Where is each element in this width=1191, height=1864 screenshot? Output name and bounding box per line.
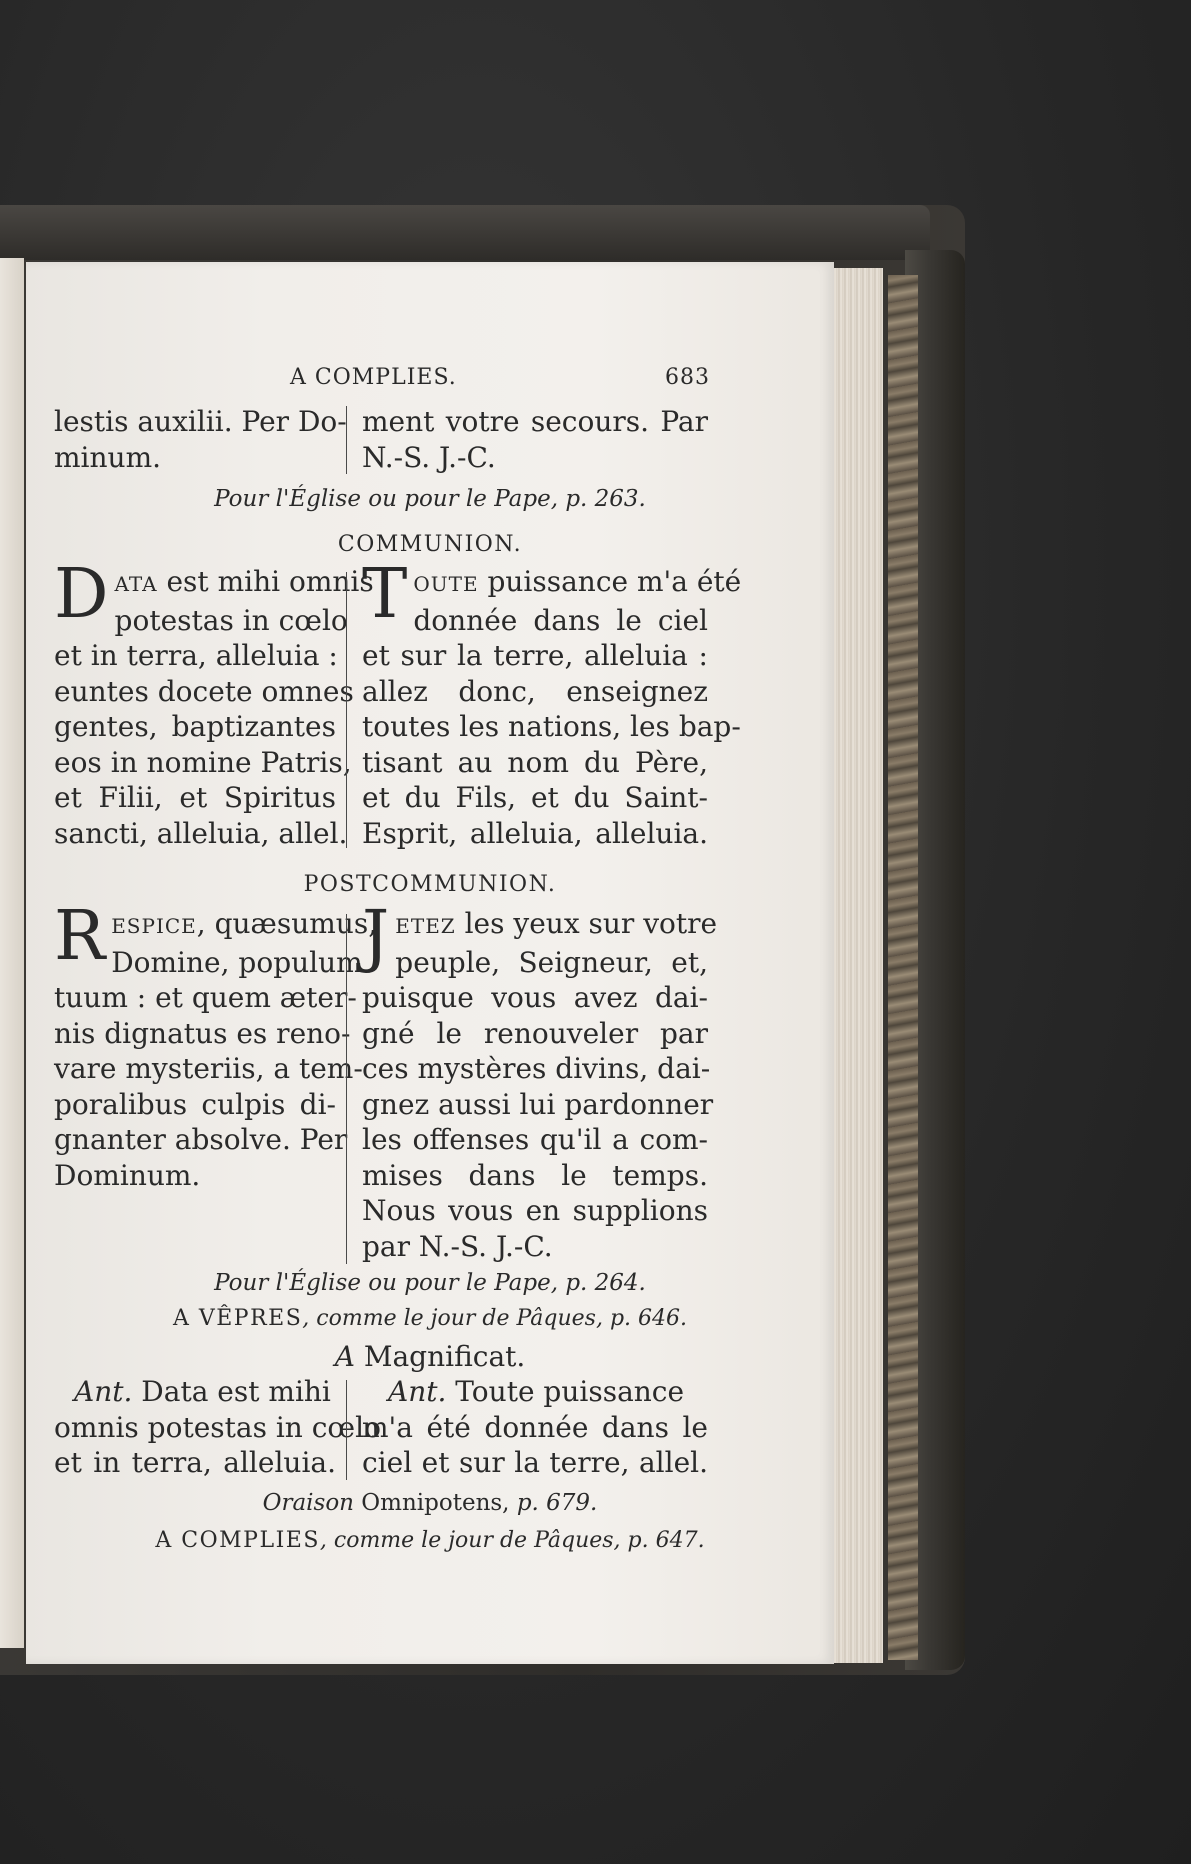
text-line: Toute puissance <box>446 1375 685 1408</box>
text-line: et sur la terre, alleluia : <box>362 639 708 672</box>
running-title: A COMPLIES. <box>290 365 457 390</box>
text-line: euntes docete omnes <box>54 674 354 708</box>
running-header <box>290 365 710 401</box>
text-line: est mihi omnis <box>157 565 374 598</box>
marbled-endpaper <box>888 275 918 1660</box>
column-rule <box>346 1380 347 1480</box>
text-line: toutes les nations, les bap- <box>362 710 741 743</box>
drop-cap: J <box>362 897 390 976</box>
text-line: puisque vous avez dai- <box>362 981 708 1014</box>
magnificat-a: A <box>334 1340 355 1373</box>
magnificat-heading <box>26 1340 834 1373</box>
column-rule <box>346 914 347 1264</box>
section-heading-communion: COMMUNION. <box>337 532 523 557</box>
section-heading-postcommunion: POSTCOMMUNION. <box>303 872 557 897</box>
complies-line <box>26 1528 834 1553</box>
text-line: Nous vous en supplions <box>362 1194 708 1227</box>
text-line: m'a été donnée dans le <box>362 1410 708 1444</box>
text-line: , quæsumus, <box>196 907 378 940</box>
reference-line: Pour l'Église ou pour le Pape, p. 263. <box>214 486 646 512</box>
small-caps: ATA <box>114 572 158 596</box>
text-line: et in terra, alleluia. <box>54 1446 336 1479</box>
complies-caps: A COMPLIES <box>155 1528 320 1553</box>
complies-ref: , comme le jour de Pâques, p. 647. <box>319 1528 705 1553</box>
small-caps: OUTE <box>413 572 479 596</box>
communion-french <box>362 555 742 851</box>
text-line: puissance m'a été <box>478 565 742 598</box>
text-line: ciel et sur la terre, allel. <box>362 1446 708 1479</box>
text-line: Domine, populum <box>111 945 363 979</box>
vepres-caps: A VÊPRES <box>172 1306 303 1331</box>
text-line: ment votre secours. Par <box>362 405 708 438</box>
text-line: lestis auxilii. Per Do- <box>54 405 347 438</box>
magnificat-latin <box>54 1374 381 1481</box>
column-rule <box>346 572 347 848</box>
text-line: et Filii, et Spiritus <box>54 781 336 814</box>
text-line: vare mysteriis, a tem- <box>54 1052 363 1085</box>
drop-cap: T <box>362 555 408 634</box>
communion-latin <box>54 555 374 851</box>
antiphon-label: Ant. <box>74 1375 133 1408</box>
french-continuation <box>362 404 708 475</box>
text-line: ces mystères divins, dai- <box>362 1052 711 1085</box>
text-line: poralibus culpis di- <box>54 1087 336 1121</box>
text-line: Dominum. <box>54 1158 201 1192</box>
drop-cap: R <box>54 897 106 976</box>
vepres-line <box>26 1306 834 1331</box>
vepres-ref: , comme le jour de Pâques, p. 646. <box>302 1306 688 1331</box>
oraison-page: p. 679. <box>516 1490 598 1516</box>
magnificat-french <box>362 1374 708 1481</box>
book-cover-top-edge <box>0 205 930 260</box>
small-caps: ESPICE <box>111 914 197 938</box>
text-line: Esprit, alleluia, alleluia. <box>362 816 708 850</box>
text-line: omnis potestas in cœlo <box>54 1410 381 1444</box>
text-line: eos in nomine Patris, <box>54 745 352 779</box>
text-line: potestas in cœlo <box>114 603 348 637</box>
text-line: gnanter absolve. Per <box>54 1123 348 1156</box>
text-line: et in terra, alleluia : <box>54 639 338 672</box>
text-line: gné le renouveler par <box>362 1016 708 1050</box>
magnificat-title: Magnificat. <box>354 1340 526 1373</box>
text-line: Data est mihi <box>132 1375 331 1408</box>
oraison-name: Omnipotens, <box>354 1490 517 1516</box>
drop-cap: D <box>54 555 109 634</box>
text-line: nis dignatus es reno- <box>54 1016 351 1050</box>
text-line: allez donc, enseignez <box>362 674 708 708</box>
small-caps: ETEZ <box>395 914 456 938</box>
latin-continuation <box>54 404 347 475</box>
text-line: sancti, alleluia, allel. <box>54 816 348 850</box>
text-line: donnée dans le ciel <box>413 603 708 637</box>
reference-line: Pour l'Église ou pour le Pape, p. 264. <box>214 1270 646 1296</box>
column-rule <box>346 406 347 474</box>
text-line: mises dans le temps. <box>362 1158 708 1192</box>
text-line: tisant au nom du Père, <box>362 745 708 779</box>
oraison-line <box>26 1490 834 1516</box>
page-number: 683 <box>665 365 710 390</box>
postcommunion-french <box>362 897 718 1264</box>
text-line: par N.-S. J.-C. <box>362 1229 553 1263</box>
oraison-label: Oraison <box>262 1490 354 1516</box>
text-line: les yeux sur votre <box>455 907 718 940</box>
text-line: N.-S. J.-C. <box>362 440 496 474</box>
antiphon-label: Ant. <box>388 1375 447 1408</box>
text-line: gnez aussi lui pardonner <box>362 1087 714 1121</box>
text-line: les offenses qu'il a com- <box>362 1123 708 1156</box>
text-line: gentes, baptizantes <box>54 710 336 743</box>
text-line: et du Fils, et du Saint- <box>362 781 708 814</box>
facing-page-edge <box>0 258 24 1648</box>
text-line: tuum : et quem æter- <box>54 981 357 1014</box>
text-line: peuple, Seigneur, et, <box>395 945 708 979</box>
text-line: minum. <box>54 440 162 474</box>
postcommunion-latin <box>54 897 378 1193</box>
